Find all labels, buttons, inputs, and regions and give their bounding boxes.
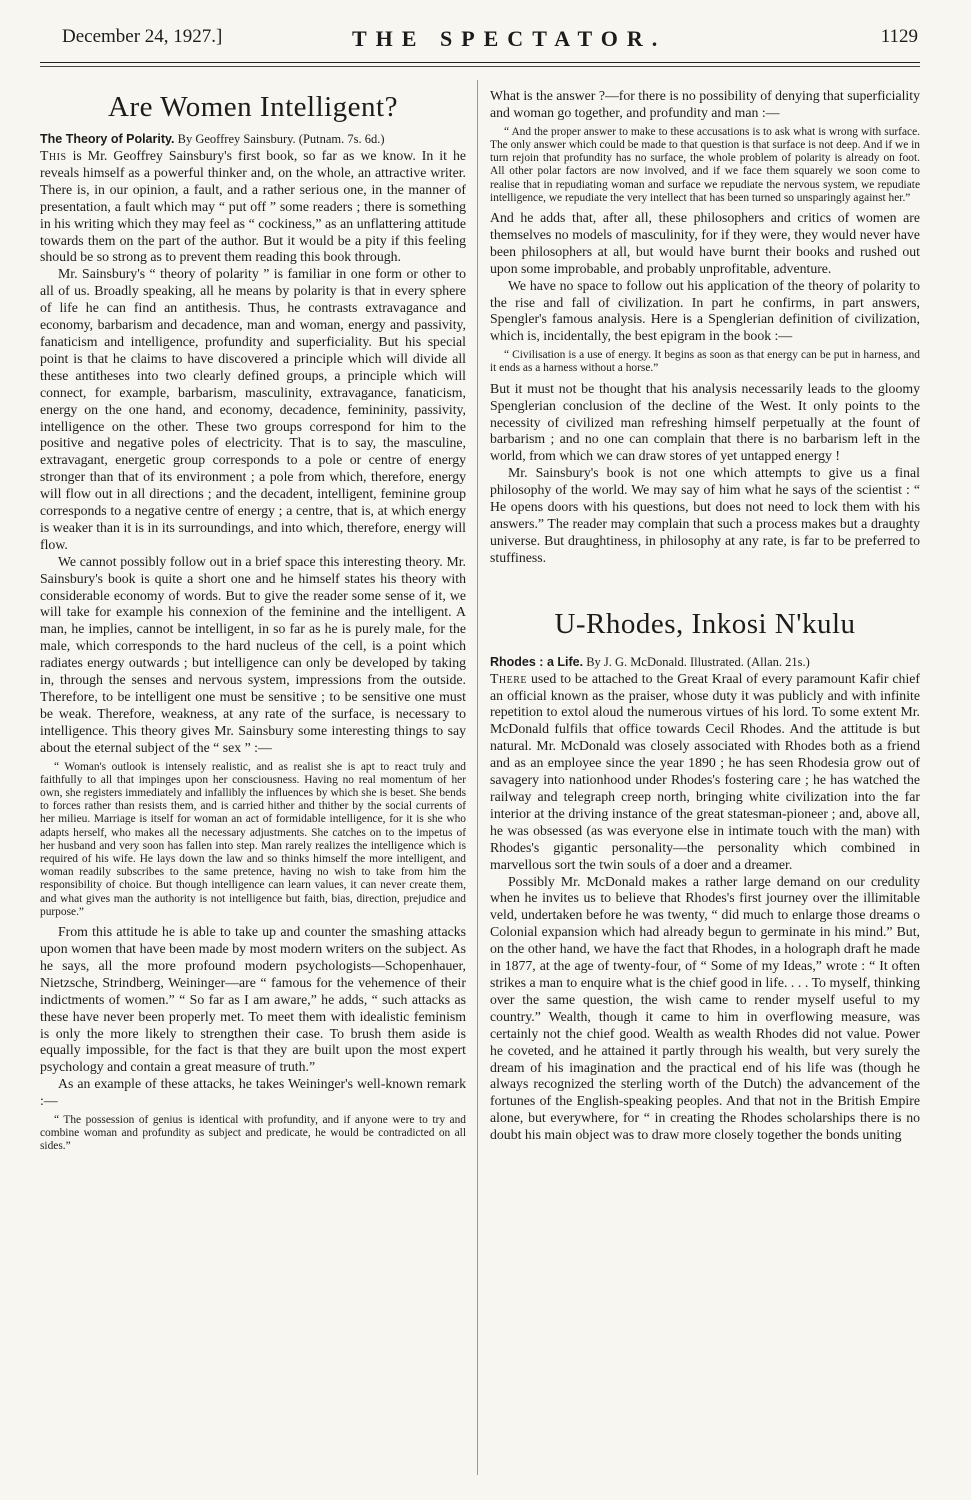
book-title: Rhodes : a Life. (490, 654, 584, 669)
column-divider (477, 80, 478, 1475)
paragraph: Possibly Mr. McDonald makes a rather large demand on our credulity when he invites us to believe that Rhodes's first journey over the illimitable veld, undertaken before he was twenty, “ did much to enlarge those dreams o Colonial expansion which had already begun to germinate in his mind.” But, on the other hand, we have the fact that Rhodes, in a holograph draft he made in 1877, at the age of twenty-four, of “ Some of my Ideas,” wrote : “ It often strikes a man to enquire what is the chief good in life. . . . To myself, thinking over the same question, the wish came to render myself useful to my country.” Wealth, though it came to him in overflowing measure, was certainly not the chief good. Wealth as wealth Rhodes did not value. Power he coveted, and he attained it partly through his wealth, but very surely the dream of his imagination and the practical end of his life was (though he always recognized the sterling worth of the Dutch) the advancement of the fortunes of the English-speaking peoples. And that not in the British Empire alone, but everywhere, for “ in creating the Rhodes scholarships there is no doubt his main object was to draw more closely together the bonds uniting (490, 873, 920, 1143)
paragraph: We have no space to follow out his application of the theory of polarity to the rise and fall of civilization. In part he confirms, in part answers, Spengler's famous analysis. Here is a Spenglerian definition of civilization, which is, incidentally, the best epigram in the book :— (490, 277, 920, 344)
article-byline (490, 655, 920, 669)
lead-word: There (490, 670, 528, 686)
paragraph-text: used to be attached to the Great Kraal of every paramount Kafir chief an official known as the praiser, whose duty it was publicly and with infinite repetition to extol aloud the numerous virtues of his lord. To some extent Mr. McDonald fulfils that office towards Cecil Rhodes. And the attitude is but natural. Mr. McDonald was closely associated with Rhodes both as a friend and as an employee since the year 1890 ; he has seen Rhodesia grow out of savagery into nationhood under Rhodes's fostering care ; he has watched the railway and telegraph creep north, bringing white civilization into the far interior at the driving instance of the great statesman-pioneer ; and, above all, he was obsessed (as was everyone else in intimate touch with the man) with Rhodes's gigantic personality—the personality which combined in marvellous sort the twin souls of a doer and a dreamer. (490, 670, 920, 872)
block-quote: “ Civilisation is a use of energy. It begins as soon as that energy can be put in harness, and it ends as a harness without a horse.” (490, 349, 920, 375)
paragraph: As an example of these attacks, he takes Weininger's well-known remark :— (40, 1076, 466, 1109)
paragraph: Mr. Sainsbury's “ theory of polarity ” is familiar in one form or other to all of us. Broadly speaking, all he means by polarity is that in every sphere of life he can find an antithesis. Thus, he contrasts extravagance and economy, barbarism and decadence, man and woman, energy and passivity, fanaticism and intelligence, profundity and superficiality. But his special point is that he claims to have discovered a principle which will divide all these antitheses into two clearly defined groups, a principle which will connect, for example, barbarism, masculinity, extravagance, fanaticism, energy on the one hand, and economy, decadence, femininity, passivity, intelligence on the other. These two groups correspond for him to the positive and negative poles of electricity. That is to say, the masculine, extravagant, energetic group corresponds to a pole or centre of energy stronger than that of its environment ; a pole from which, therefore, energy will flow out in all directions ; and the decadent, intelligent, feminine group corresponds to a negative centre of energy ; a centre, that is, at which energy is weaker than it is in its surroundings, and into which, therefore, energy will flow. (40, 266, 466, 552)
masthead (40, 26, 920, 62)
block-quote: “ The possession of genius is identical with profundity, and if anyone were to try and combine woman and profundity as subject and predicate, he would be contradicted on all sides.” (40, 1114, 466, 1153)
paragraph: And he adds that, after all, these philosophers and critics of women are themselves no models of masculinity, for if they were, they would never have been philosophers at all, but would have burnt their books and rushed out upon some improbable, and probably unprofitable, adventure. (490, 210, 920, 276)
page-number: 1129 (880, 26, 918, 47)
right-column (490, 88, 920, 1488)
book-title: The Theory of Polarity. (40, 132, 175, 146)
lead-word: This (40, 148, 67, 163)
publication-title: THE SPECTATOR. (352, 26, 667, 51)
paragraph: From this attitude he is able to take up and counter the smashing attacks upon women that have been made by most modern writers on the subject. As he says, all the more profound modern psychologists—Schopenhauer, Nietzsche, Strindberg, Weininger—are “ famous for the vehemence of their indictments of women.” “ So far as I am aware,” he adds, “ such attacks as these have never been properly met. To meet them with idealistic feminism is only the more likely to strengthen their case. To brush them aside is equally impossible, for the fact is that they are built upon the most expert psychology and contain a great measure of truth.” (40, 924, 466, 1075)
block-quote: “ Woman's outlook is intensely realistic, and as realist she is apt to react truly and faithfully to all that impinges upon her consciousness. Having no real momentum of her own, she registers immediately and infallibly the influences by which she is beset. She bends to forces rather than resists them, and is carried hither and thither by the social currents of her milieu. Marriage is itself for woman an act of formidable intelligence, for it is she who adapts herself, who makes all the necessary adjustments. She catches on to the impetus of her husband and very soon has fallen into step. Man rarely realizes the intelligence which is required of his wife. He lays down the law and so thinks himself the more intelligent, and woman readily subscribes to the same pretence, having no wish to take from him the responsibility of choice. But though intelligence can learn values, it can never create them, and what gives man the authority is not intelligence but faith, bias, direction, prejudice and purpose.” (40, 760, 466, 918)
book-author-publisher: By Geoffrey Sainsbury. (Putnam. 7s. 6d.) (177, 132, 385, 146)
paragraph (490, 671, 920, 874)
article-headline: Are Women Intelligent? (108, 91, 398, 123)
paragraph (40, 148, 466, 266)
paragraph: Mr. Sainsbury's book is not one which attempts to give us a final philosophy of the world. We may say of him what he says of the scientist : “ He opens doors with his questions, but does not need to lock them with his answers.” The reader may complain that such a process makes but a draughty universe. But draughtiness, in philosophy at any rate, is far to be preferred to stuffiness. (490, 465, 920, 565)
article-headline: U-Rhodes, Inkosi N'kulu (554, 607, 856, 640)
article-byline (40, 132, 466, 146)
paragraph: We cannot possibly follow out in a brief space this interesting theory. Mr. Sainsbury's book is quite a short one and he himself states his theory with considerable economy of words. But to give the reader some sense of it, we will take for example his connexion of the feminine and the intelligent. A man, he implies, cannot be intelligent, in so far as he is purely male, for the male, which corresponds to the hard nucleus of the cell, is a point which radiates energy outwards ; but intelligence can only be developed by taking in, through the senses and nervous system, impressions from the outside. Therefore, to be intelligent one must be sensitive ; to be sensitive one must be weak. Therefore, weakness, at any rate of the surface, is necessary to intelligence. This theory gives Mr. Sainsbury some interesting things to say about the eternal subject of the “ sex ” :— (40, 553, 466, 755)
issue-date: December 24, 1927.] (62, 26, 223, 47)
masthead-rule (40, 62, 920, 63)
masthead-rule-thin (40, 66, 920, 67)
paragraph-text: is Mr. Geoffrey Sainsbury's first book, so far as we know. In it he reveals himself as a powerful thinker and, on the whole, an attractive writer. There is, in our opinion, a fault, and a rather serious one, in the manner of presentation, a fault which may “ put off ” some readers ; there is something in his writing which they may feel as “ cockiness,” as an unflattering attitude towards them on the part of the author. But it would be a pity if this feeling should be so strong as to prevent them reading this book through. (40, 148, 466, 265)
block-quote: “ And the proper answer to make to these accusations is to ask what is wrong with surface. The only answer which could be made to that question is that surface is not deep. And if we in turn rejoin that profundity has no surface, the whole problem of polarity is already on foot. All other polar factors are now involved, and if we face them squarely we soon come to realise that in repudiating woman and surface we repudiate the nervous system, we repudiate intelligence, we repudiate the very intellect that has been turned so unsparingly against her.” (490, 125, 920, 204)
paragraph: What is the answer ?—for there is no possibility of denying that superficiality and woman go together, and profundity and man :— (490, 88, 920, 120)
book-author-publisher: By J. G. McDonald. Illustrated. (Allan. 21s.) (586, 654, 810, 669)
left-column (40, 80, 466, 1480)
paragraph: But it must not be thought that his analysis necessarily leads to the gloomy Spenglerian conclusion of the decline of the West. It only points to the necessity of civilized man refreshing himself perpetually at the fount of barbarism ; and no one can complain that there is no barbarism left in the world, from which we can draw stores of yet untapped energy ! (490, 380, 920, 464)
